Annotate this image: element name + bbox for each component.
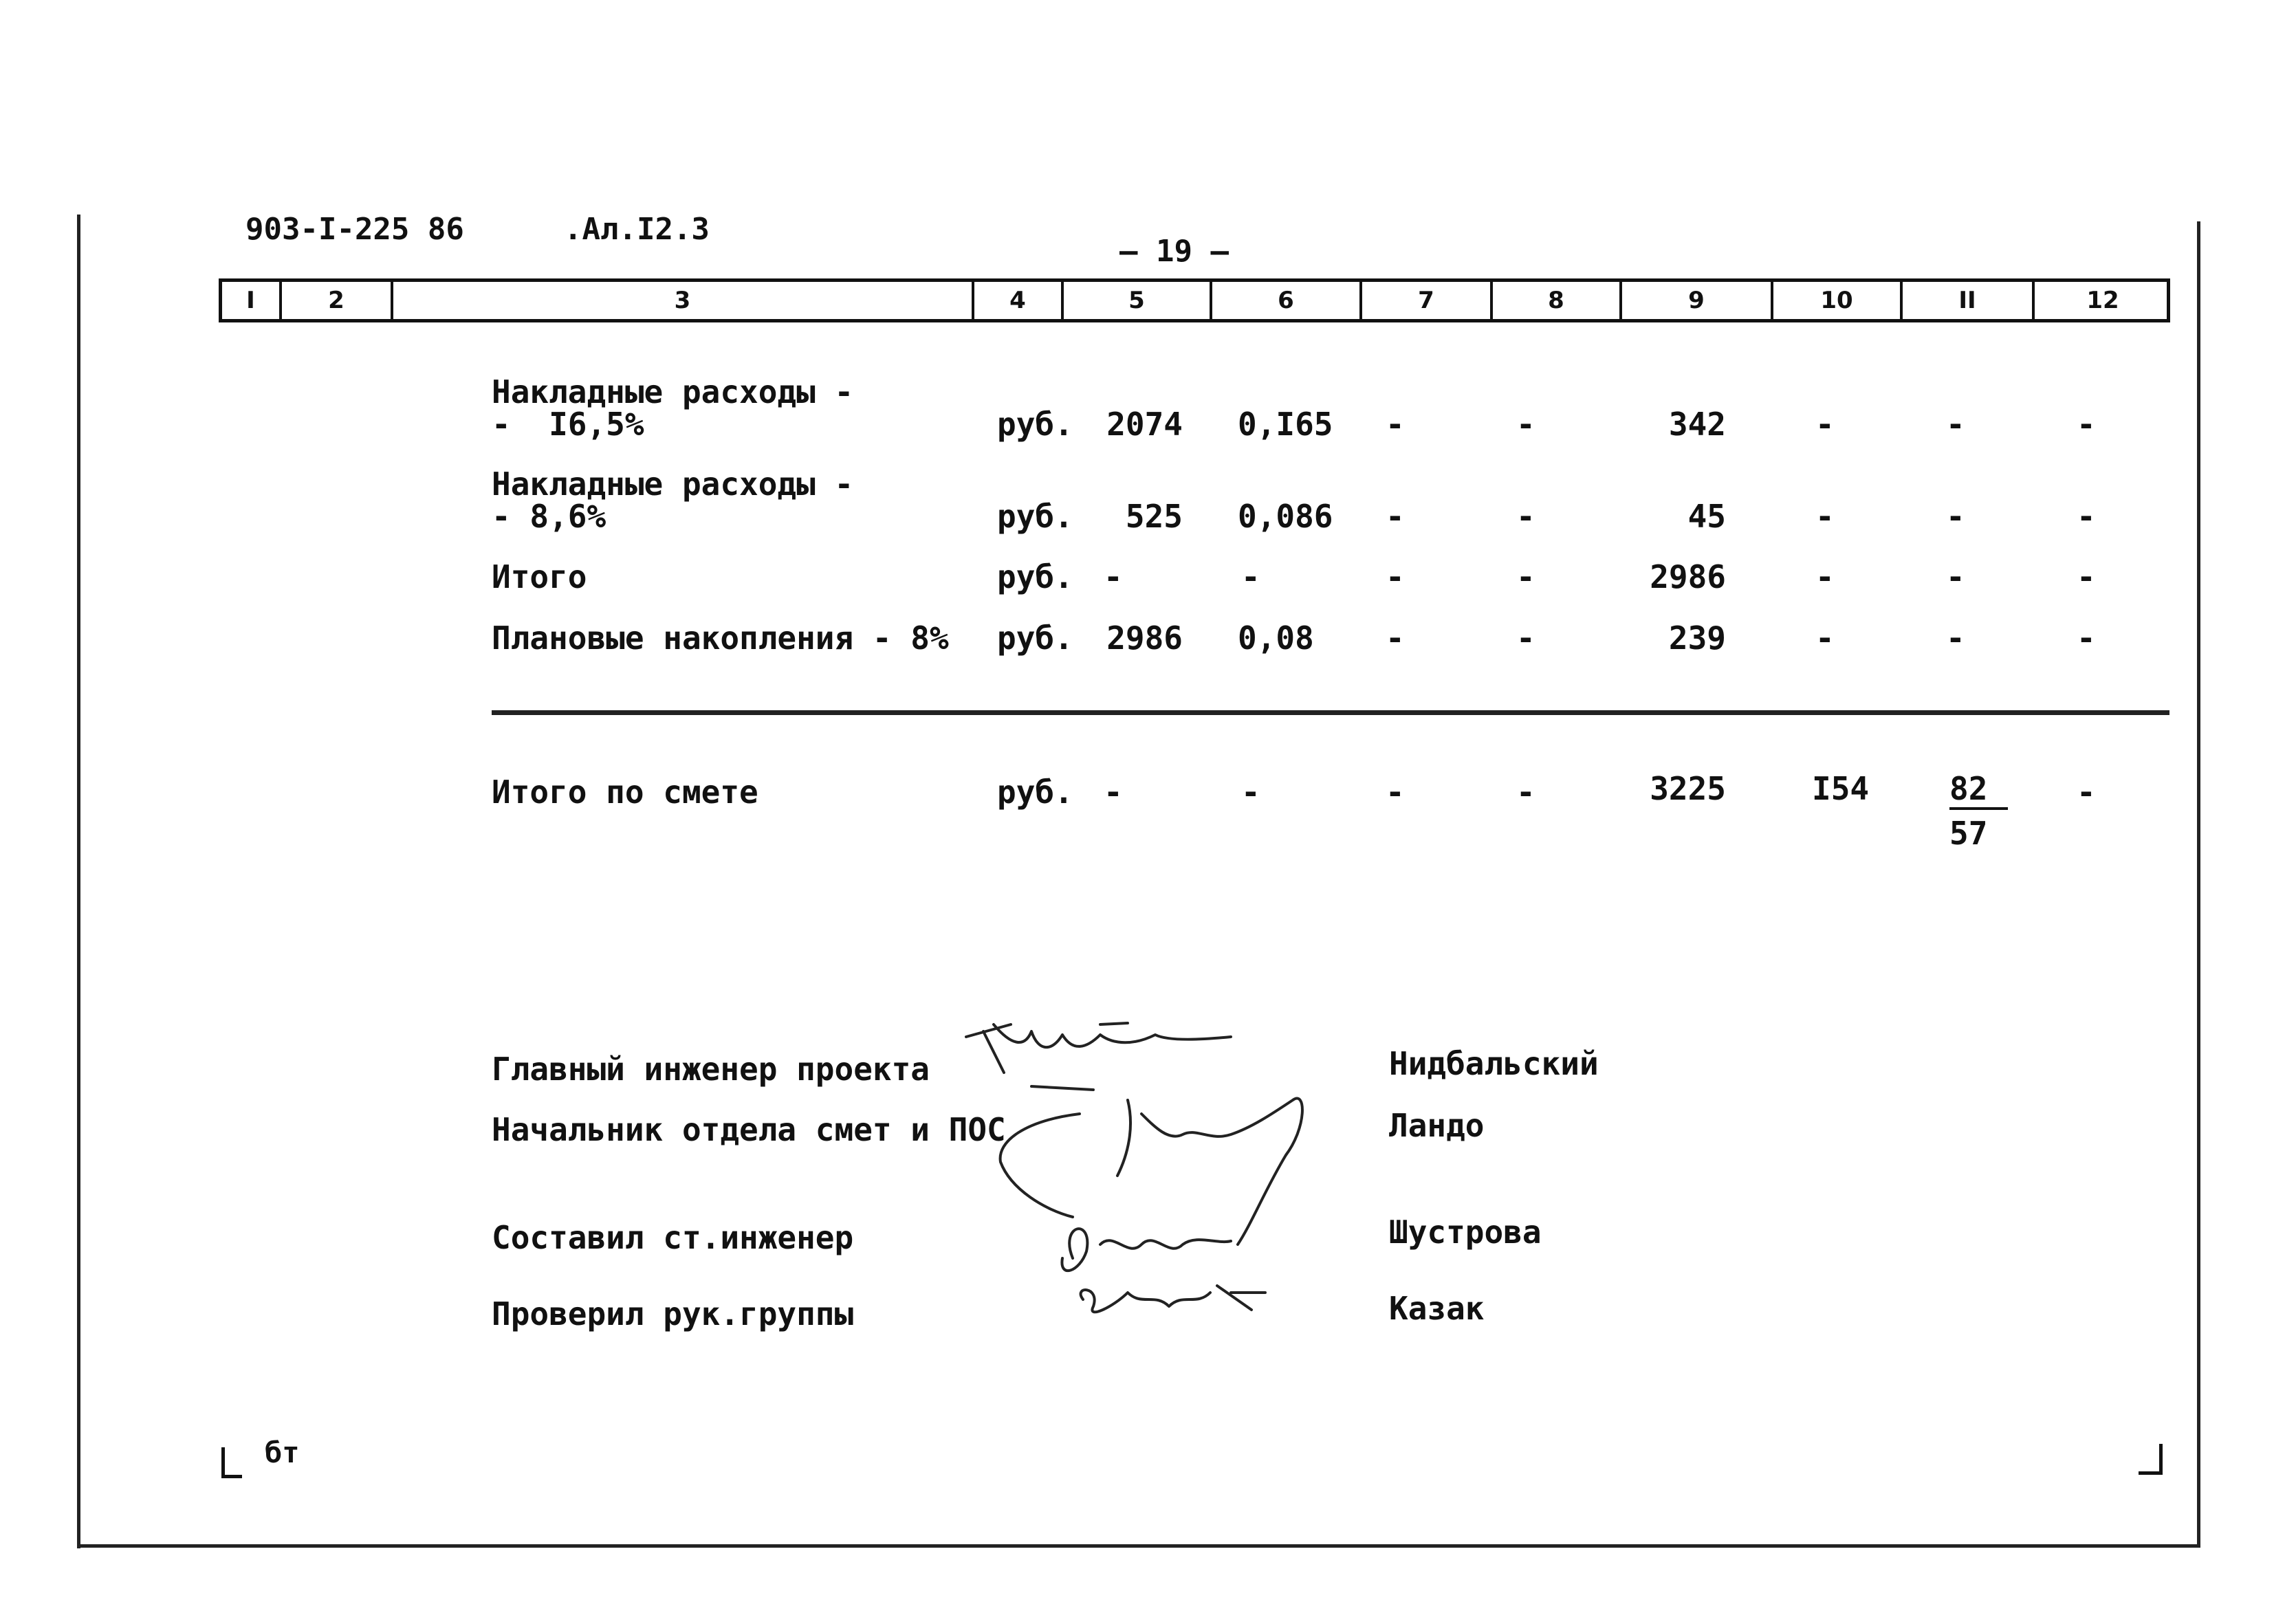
document-code: 903-I-225 86 xyxy=(245,212,464,247)
album-reference: .Ал.I2.3 xyxy=(564,212,710,247)
cell-col9: 342 xyxy=(1668,406,1726,443)
row-label: Плановые накопления - 8% xyxy=(492,619,949,657)
cell-col5: - xyxy=(1104,773,1123,811)
cell-col12: - xyxy=(2077,558,2096,595)
corner-mark-left-foot xyxy=(221,1475,242,1478)
signature-name: Казак xyxy=(1389,1290,1485,1327)
corner-mark-left xyxy=(221,1447,225,1478)
unit-cell: руб. xyxy=(997,558,1073,595)
total-label: Итого по смете xyxy=(492,773,758,811)
cell-col11: - xyxy=(1946,406,1965,443)
cell-col5: - xyxy=(1104,558,1123,595)
cell-col7: - xyxy=(1386,406,1405,443)
signature-name: Шустрова xyxy=(1389,1214,1542,1251)
cell-col8: - xyxy=(1516,619,1535,657)
unit-cell: руб. xyxy=(997,773,1073,811)
cell-col9: 2986 xyxy=(1650,558,1726,595)
cell-col11: - xyxy=(1946,619,1965,657)
column-number: 2 xyxy=(279,282,391,319)
cell-col6: 0,I65 xyxy=(1238,406,1333,443)
cell-col9: 239 xyxy=(1668,619,1726,657)
cell-col9: 45 xyxy=(1687,498,1726,535)
cell-col5: 2986 xyxy=(1106,619,1183,657)
corner-mark-right-foot xyxy=(2139,1471,2163,1475)
cell-col9: 3225 xyxy=(1650,770,1726,807)
cell-col11-denominator: 57 xyxy=(1949,815,1988,852)
row-label: Итого xyxy=(492,558,587,595)
cell-col10: - xyxy=(1815,558,1835,595)
unit-cell: руб. xyxy=(997,498,1073,535)
cell-col10: - xyxy=(1815,498,1835,535)
row-label-continuation: - 8,6% xyxy=(492,498,606,535)
cell-col11: - xyxy=(1946,498,1965,535)
column-number: 4 xyxy=(972,282,1061,319)
cell-col11-numerator: 82 xyxy=(1949,770,2008,810)
sheet-mark: бт xyxy=(265,1436,300,1469)
column-number: 6 xyxy=(1210,282,1359,319)
cell-col6: - xyxy=(1241,773,1260,811)
cell-col6: 0,086 xyxy=(1238,498,1333,535)
cell-col10: - xyxy=(1815,619,1835,657)
column-number: I xyxy=(246,287,255,314)
column-number: II xyxy=(1900,282,2032,319)
row-label-continuation: - I6,5% xyxy=(492,406,644,443)
cell-col12: - xyxy=(2077,498,2096,535)
cell-col6: 0,08 xyxy=(1238,619,1314,657)
cell-col8: - xyxy=(1516,773,1535,811)
column-number: 3 xyxy=(391,282,972,319)
signature-role: Составил ст.инженер xyxy=(492,1219,854,1256)
column-number: 12 xyxy=(2032,282,2171,319)
cell-col12: - xyxy=(2077,773,2096,811)
column-number: 5 xyxy=(1061,282,1210,319)
cell-col7: - xyxy=(1386,558,1405,595)
cell-col12: - xyxy=(2077,406,2096,443)
cell-col8: - xyxy=(1516,406,1535,443)
column-number: 7 xyxy=(1359,282,1490,319)
cell-col6: - xyxy=(1241,558,1260,595)
signature-role: Начальник отдела смет и ПОС xyxy=(492,1111,1006,1148)
row-label: Накладные расходы - xyxy=(492,465,854,503)
signature-name: Ландо xyxy=(1389,1107,1485,1144)
column-number: 10 xyxy=(1771,282,1900,319)
corner-mark-right xyxy=(2159,1444,2163,1475)
column-number: 9 xyxy=(1619,282,1771,319)
page-number: — 19 — xyxy=(1119,234,1229,269)
cell-col11: - xyxy=(1946,558,1965,595)
cell-col7: - xyxy=(1386,619,1405,657)
cell-col7: - xyxy=(1386,773,1405,811)
signature-role: Главный инженер проекта xyxy=(492,1051,930,1088)
signature-name: Нидбальский xyxy=(1389,1045,1599,1082)
row-label: Накладные расходы - xyxy=(492,373,854,410)
cell-col10: I54 xyxy=(1812,770,1870,807)
unit-cell: руб. xyxy=(997,406,1073,443)
unit-cell: руб. xyxy=(997,619,1073,657)
cell-col5: 525 xyxy=(1125,498,1183,535)
cell-col5: 2074 xyxy=(1106,406,1183,443)
cell-col10: - xyxy=(1815,406,1835,443)
cell-col8: - xyxy=(1516,558,1535,595)
cell-col12: - xyxy=(2077,619,2096,657)
cell-col7: - xyxy=(1386,498,1405,535)
signature-role: Проверил рук.группы xyxy=(492,1295,854,1332)
cell-col8: - xyxy=(1516,498,1535,535)
column-number: 8 xyxy=(1490,282,1619,319)
